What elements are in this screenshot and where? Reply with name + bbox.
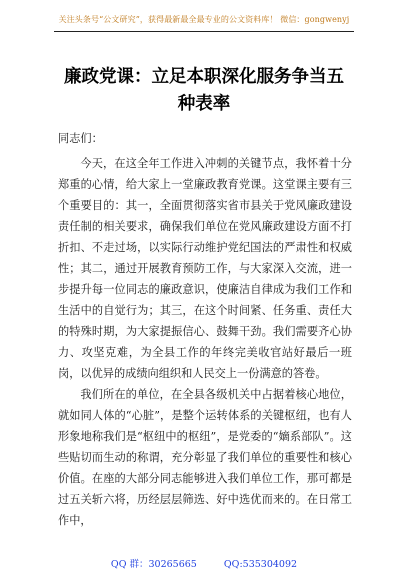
footer-qq-group: QQ 群：30265665 [110,559,197,570]
footer-qq: QQ:535304092 [223,559,298,570]
salutation: 同志们： [58,132,103,145]
footer [0,556,408,570]
document-title: 廉政党课：立足本职深化服务争当五种表率 [64,66,344,114]
header-notice: 关注头条号“公文研究”，获得最新最全最专业的公文资料库！ 微信：gongwenyj [58,15,350,24]
paragraph-1: 今天，在这全年工作进入冲刺的关键节点，我怀着十分郑重的心情，给大家上一堂廉政教育党课。这堂课主要有三个重要目的：其一，全面贯彻落实省市县关于党风廉政建设责任制的相关要求，确保我们单位在党风廉政建设方面不打折扣、不走过场，以实际行动维护党纪国法的严肃性和权威性；其二，通过开展教育预防工作，与大家深入交流，进一步提升每一位同志的廉政意识，使廉洁自律成为我们工作和生活中的自觉行为；其三，在这个时间紧、任务重、责任大的特殊时期，为大家提振信心、鼓舞干劲。我们需要齐心协力、攻坚克难，为全县工作的年终完美收官站好最后一班岗，以优异的成绩向组织和人民交上一份满意的答卷。 [58,157,352,380]
paragraph-2: 我们所在的单位，在全县各级机关中占据着核心地位，就如同人体的“心脏”，是整个运转体系的关键枢纽，也有人形象地称我们是“枢纽中的枢纽”，是党委的“嫡系部队”。这些贴切而生动的称谓，充分彰显了我们单位的重要性和核心价值。在座的大部分同志能够进入我们单位工作，那可都是过五关斩六将，历经层层筛选、好中选优而来的。在日常工作中， [58,388,352,527]
document-body [58,128,352,531]
header-divider [54,31,354,32]
